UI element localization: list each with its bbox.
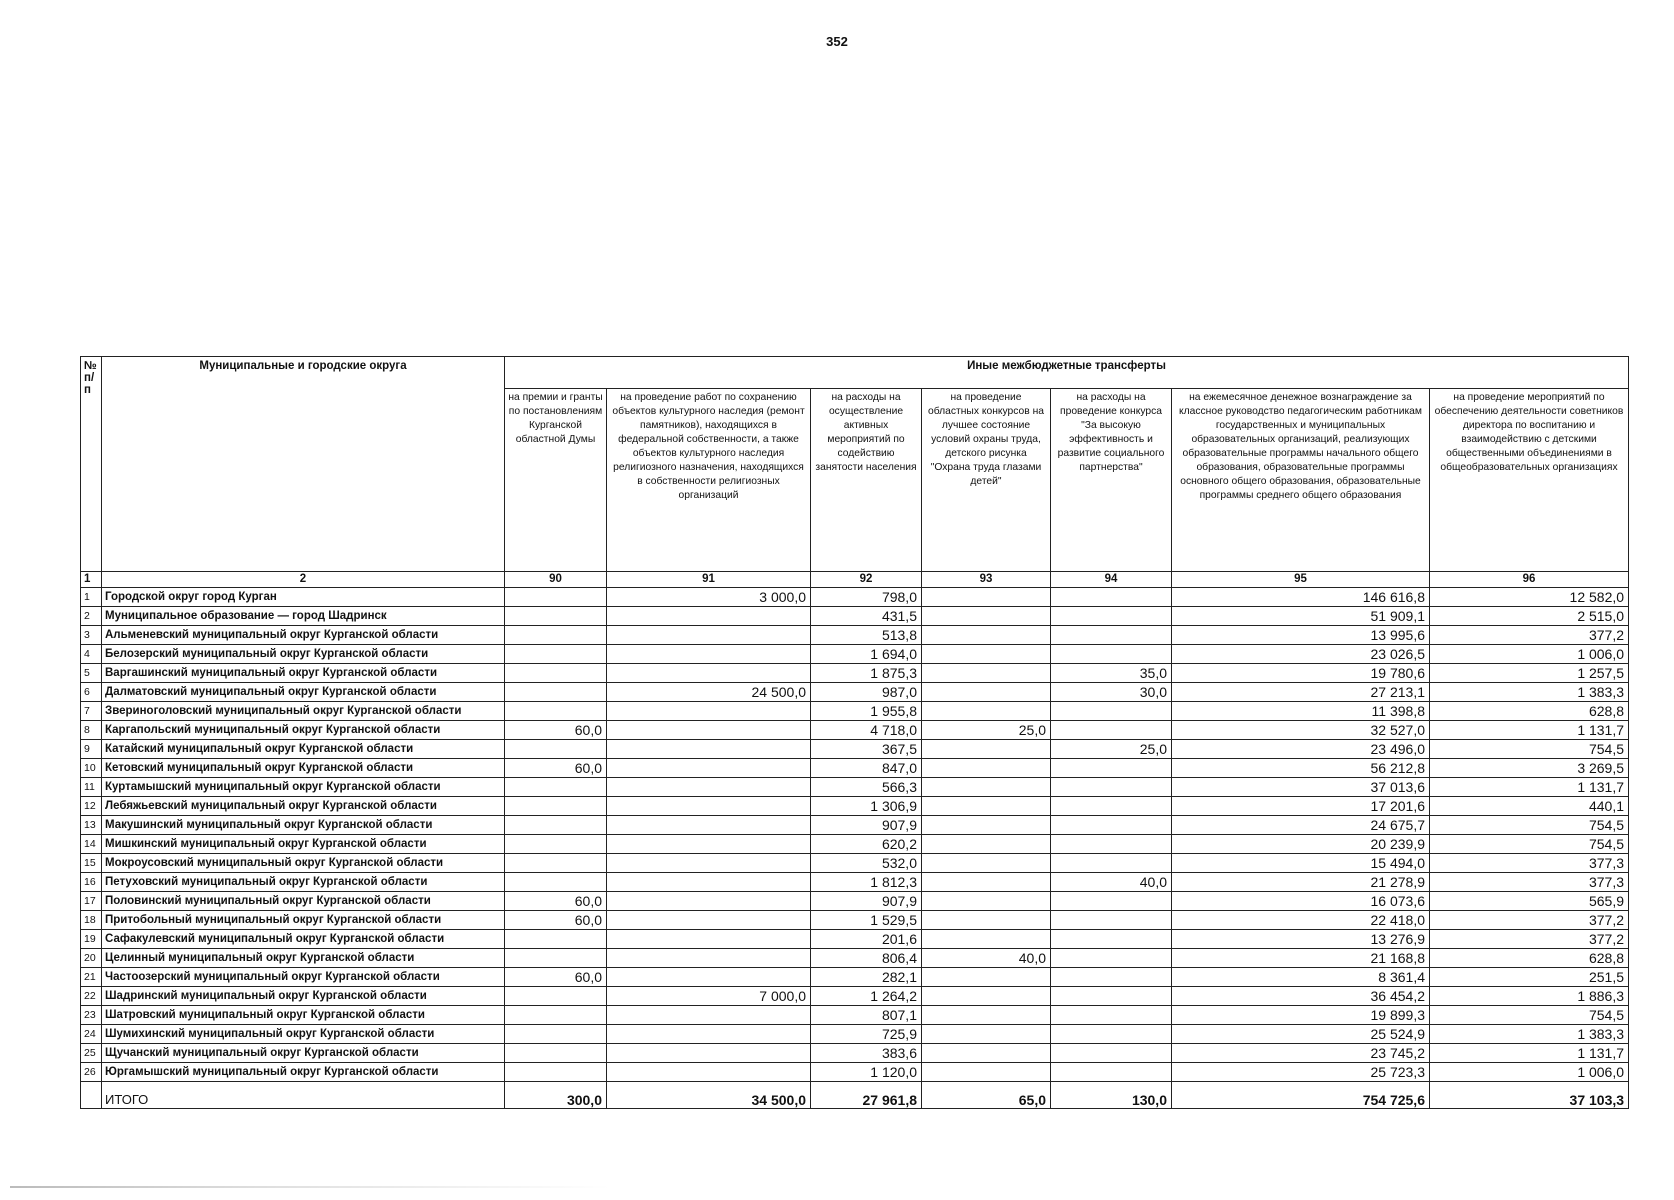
- value-cell-90: [505, 702, 607, 721]
- value-cell-94: [1051, 759, 1172, 778]
- district-name: Куртамышский муниципальный округ Курганской области: [102, 778, 505, 797]
- value-cell-93: [922, 968, 1051, 987]
- value-cell-93: [922, 911, 1051, 930]
- table-row: [81, 683, 1629, 702]
- value-cell-95: 56 212,8: [1172, 759, 1430, 778]
- value-cell-92: 807,1: [811, 1006, 922, 1025]
- table-row: [81, 949, 1629, 968]
- value-cell-90: [505, 930, 607, 949]
- table-row: [81, 873, 1629, 892]
- value-cell-95: 36 454,2: [1172, 987, 1430, 1006]
- row-number: 3: [81, 626, 102, 645]
- header-col-92: на расходы на осуществление активных мероприятий по содействию занятости населения: [811, 389, 922, 572]
- header-row-top: [81, 357, 1629, 389]
- value-cell-90: [505, 664, 607, 683]
- index-cell: 93: [922, 572, 1051, 588]
- value-cell-91: [607, 1025, 811, 1044]
- value-cell-92: 987,0: [811, 683, 922, 702]
- transfers-table: [80, 356, 1629, 1109]
- table-row: [81, 740, 1629, 759]
- value-cell-96: 3 269,5: [1430, 759, 1629, 778]
- index-cell: 91: [607, 572, 811, 588]
- total-cell-91: 34 500,0: [607, 1082, 811, 1109]
- value-cell-95: 27 213,1: [1172, 683, 1430, 702]
- index-cell: 1: [81, 572, 102, 588]
- value-cell-93: [922, 740, 1051, 759]
- value-cell-93: [922, 987, 1051, 1006]
- value-cell-95: 13 995,6: [1172, 626, 1430, 645]
- index-cell: 92: [811, 572, 922, 588]
- value-cell-94: [1051, 607, 1172, 626]
- value-cell-94: [1051, 930, 1172, 949]
- value-cell-90: [505, 626, 607, 645]
- value-cell-91: [607, 626, 811, 645]
- value-cell-96: 628,8: [1430, 702, 1629, 721]
- value-cell-90: [505, 588, 607, 607]
- district-name: Юргамышский муниципальный округ Курганской области: [102, 1063, 505, 1082]
- value-cell-94: [1051, 854, 1172, 873]
- value-cell-94: [1051, 778, 1172, 797]
- district-name: Шадринский муниципальный округ Курганской области: [102, 987, 505, 1006]
- total-label: ИТОГО: [102, 1082, 505, 1109]
- table-row: [81, 797, 1629, 816]
- value-cell-93: [922, 930, 1051, 949]
- value-cell-91: [607, 740, 811, 759]
- page-number: 352: [826, 34, 848, 49]
- total-cell-94: 130,0: [1051, 1082, 1172, 1109]
- row-number: 12: [81, 797, 102, 816]
- value-cell-91: [607, 702, 811, 721]
- value-cell-92: 1 306,9: [811, 797, 922, 816]
- value-cell-94: [1051, 1063, 1172, 1082]
- value-cell-96: 628,8: [1430, 949, 1629, 968]
- value-cell-96: 1 257,5: [1430, 664, 1629, 683]
- value-cell-91: [607, 816, 811, 835]
- row-number: 8: [81, 721, 102, 740]
- value-cell-90: [505, 645, 607, 664]
- value-cell-90: [505, 740, 607, 759]
- district-name: Целинный муниципальный округ Курганской области: [102, 949, 505, 968]
- district-name: Кетовский муниципальный округ Курганской области: [102, 759, 505, 778]
- table-row: [81, 816, 1629, 835]
- value-cell-90: [505, 607, 607, 626]
- row-number: 11: [81, 778, 102, 797]
- district-name: Частоозерский муниципальный округ Курганской области: [102, 968, 505, 987]
- value-cell-92: 431,5: [811, 607, 922, 626]
- value-cell-91: [607, 968, 811, 987]
- value-cell-91: [607, 911, 811, 930]
- value-cell-95: 23 026,5: [1172, 645, 1430, 664]
- value-cell-93: 40,0: [922, 949, 1051, 968]
- total-cell-95: 754 725,6: [1172, 1082, 1430, 1109]
- row-number: 19: [81, 930, 102, 949]
- value-cell-95: 25 524,9: [1172, 1025, 1430, 1044]
- index-cell: 94: [1051, 572, 1172, 588]
- value-cell-94: 30,0: [1051, 683, 1172, 702]
- value-cell-96: 565,9: [1430, 892, 1629, 911]
- value-cell-92: 201,6: [811, 930, 922, 949]
- value-cell-93: [922, 1006, 1051, 1025]
- row-number: 15: [81, 854, 102, 873]
- value-cell-90: [505, 835, 607, 854]
- value-cell-90: [505, 1044, 607, 1063]
- value-cell-94: [1051, 626, 1172, 645]
- value-cell-93: [922, 759, 1051, 778]
- value-cell-91: [607, 930, 811, 949]
- value-cell-95: 13 276,9: [1172, 930, 1430, 949]
- value-cell-92: 907,9: [811, 892, 922, 911]
- value-cell-94: [1051, 1025, 1172, 1044]
- header-col-91: на проведение работ по сохранению объектов культурного наследия (ремонт памятников), находящихся в федеральной собственности, а также объектов культурного наследия религиозного назначения, находящихся в собственности религиозных организаций: [607, 389, 811, 572]
- table-row: [81, 759, 1629, 778]
- value-cell-92: 1 264,2: [811, 987, 922, 1006]
- table-row: [81, 645, 1629, 664]
- value-cell-92: 1 120,0: [811, 1063, 922, 1082]
- district-name: Муниципальное образование — город Шадринск: [102, 607, 505, 626]
- header-col-96: на проведение мероприятий по обеспечению деятельности советников директора по воспитанию и взаимодействию с детскими общественными объединениями в общеобразовательных организациях: [1430, 389, 1629, 572]
- district-name: Макушинский муниципальный округ Курганской области: [102, 816, 505, 835]
- header-col-95: на ежемесячное денежное вознаграждение за классное руководство педагогическим работникам государственных и муниципальных образовательных организаций, реализующих образовательные программы начального общего образования, образовательные программы основного общего образования, образовательные программы среднего общего образования: [1172, 389, 1430, 572]
- value-cell-95: 16 073,6: [1172, 892, 1430, 911]
- table-row: [81, 607, 1629, 626]
- value-cell-91: [607, 873, 811, 892]
- value-cell-91: [607, 759, 811, 778]
- index-cell: 95: [1172, 572, 1430, 588]
- header-num: № п/п: [81, 357, 102, 572]
- district-name: Притобольный муниципальный округ Курганской области: [102, 911, 505, 930]
- value-cell-91: [607, 949, 811, 968]
- row-number: 10: [81, 759, 102, 778]
- total-cell-93: 65,0: [922, 1082, 1051, 1109]
- value-cell-92: 725,9: [811, 1025, 922, 1044]
- value-cell-95: 20 239,9: [1172, 835, 1430, 854]
- district-name: Петуховский муниципальный округ Курганской области: [102, 873, 505, 892]
- district-name: Половинский муниципальный округ Курганской области: [102, 892, 505, 911]
- district-name: Городской округ город Курган: [102, 588, 505, 607]
- district-name: Сафакулевский муниципальный округ Курганской области: [102, 930, 505, 949]
- value-cell-93: [922, 854, 1051, 873]
- value-cell-92: 367,5: [811, 740, 922, 759]
- value-cell-94: [1051, 721, 1172, 740]
- value-cell-90: [505, 873, 607, 892]
- value-cell-91: [607, 1044, 811, 1063]
- value-cell-96: 1 131,7: [1430, 778, 1629, 797]
- value-cell-93: [922, 607, 1051, 626]
- value-cell-92: 532,0: [811, 854, 922, 873]
- header-name: Муниципальные и городские округа: [102, 357, 505, 572]
- value-cell-92: 513,8: [811, 626, 922, 645]
- row-number: 23: [81, 1006, 102, 1025]
- value-cell-95: 24 675,7: [1172, 816, 1430, 835]
- value-cell-94: [1051, 835, 1172, 854]
- row-number: 2: [81, 607, 102, 626]
- value-cell-94: [1051, 702, 1172, 721]
- value-cell-96: 754,5: [1430, 1006, 1629, 1025]
- value-cell-94: [1051, 797, 1172, 816]
- value-cell-93: [922, 1025, 1051, 1044]
- value-cell-94: [1051, 645, 1172, 664]
- value-cell-91: 7 000,0: [607, 987, 811, 1006]
- row-number: 21: [81, 968, 102, 987]
- value-cell-92: 282,1: [811, 968, 922, 987]
- value-cell-91: 24 500,0: [607, 683, 811, 702]
- table-row: [81, 1025, 1629, 1044]
- value-cell-91: 3 000,0: [607, 588, 811, 607]
- value-cell-93: [922, 873, 1051, 892]
- table-row: [81, 588, 1629, 607]
- value-cell-94: 40,0: [1051, 873, 1172, 892]
- value-cell-96: 377,2: [1430, 911, 1629, 930]
- value-cell-91: [607, 778, 811, 797]
- value-cell-95: 11 398,8: [1172, 702, 1430, 721]
- value-cell-93: [922, 778, 1051, 797]
- district-name: Мишкинский муниципальный округ Курганской области: [102, 835, 505, 854]
- district-name: Шумихинский муниципальный округ Курганской области: [102, 1025, 505, 1044]
- value-cell-96: 754,5: [1430, 740, 1629, 759]
- row-number: 6: [81, 683, 102, 702]
- value-cell-96: 1 006,0: [1430, 1063, 1629, 1082]
- row-number: 17: [81, 892, 102, 911]
- header-index-row: [81, 572, 1629, 588]
- row-number: 26: [81, 1063, 102, 1082]
- value-cell-92: 566,3: [811, 778, 922, 797]
- scan-artifact: [10, 1186, 610, 1188]
- value-cell-93: [922, 626, 1051, 645]
- value-cell-93: [922, 835, 1051, 854]
- value-cell-92: 4 718,0: [811, 721, 922, 740]
- district-name: Щучанский муниципальный округ Курганской области: [102, 1044, 505, 1063]
- value-cell-93: [922, 1063, 1051, 1082]
- value-cell-95: 37 013,6: [1172, 778, 1430, 797]
- row-number: 22: [81, 987, 102, 1006]
- index-cell: 96: [1430, 572, 1629, 588]
- row-number: 18: [81, 911, 102, 930]
- district-name: Далматовский муниципальный округ Курганской области: [102, 683, 505, 702]
- value-cell-93: [922, 645, 1051, 664]
- total-number: [81, 1082, 102, 1109]
- district-name: Каргапольский муниципальный округ Курганской области: [102, 721, 505, 740]
- total-row: [81, 1082, 1629, 1109]
- value-cell-93: 25,0: [922, 721, 1051, 740]
- table-row: [81, 702, 1629, 721]
- value-cell-95: 146 616,8: [1172, 588, 1430, 607]
- value-cell-92: 1 875,3: [811, 664, 922, 683]
- value-cell-90: [505, 1025, 607, 1044]
- value-cell-90: [505, 683, 607, 702]
- table-row: [81, 1063, 1629, 1082]
- value-cell-92: 1 529,5: [811, 911, 922, 930]
- value-cell-96: 1 006,0: [1430, 645, 1629, 664]
- value-cell-90: [505, 949, 607, 968]
- value-cell-94: [1051, 987, 1172, 1006]
- value-cell-91: [607, 1063, 811, 1082]
- value-cell-94: [1051, 968, 1172, 987]
- district-name: Мокроусовский муниципальный округ Курганской области: [102, 854, 505, 873]
- value-cell-91: [607, 607, 811, 626]
- value-cell-94: [1051, 1044, 1172, 1063]
- value-cell-92: 847,0: [811, 759, 922, 778]
- value-cell-94: [1051, 892, 1172, 911]
- value-cell-92: 798,0: [811, 588, 922, 607]
- table-row: [81, 721, 1629, 740]
- value-cell-96: 377,2: [1430, 930, 1629, 949]
- value-cell-90: 60,0: [505, 759, 607, 778]
- value-cell-92: 907,9: [811, 816, 922, 835]
- value-cell-92: 1 812,3: [811, 873, 922, 892]
- value-cell-96: 377,3: [1430, 854, 1629, 873]
- table-row: [81, 930, 1629, 949]
- value-cell-90: [505, 778, 607, 797]
- value-cell-95: 25 723,3: [1172, 1063, 1430, 1082]
- table-row: [81, 987, 1629, 1006]
- header-group: Иные межбюджетные трансферты: [505, 357, 1629, 389]
- table-body: [81, 588, 1629, 1109]
- value-cell-96: 1 383,3: [1430, 1025, 1629, 1044]
- value-cell-90: 60,0: [505, 911, 607, 930]
- row-number: 14: [81, 835, 102, 854]
- value-cell-96: 1 886,3: [1430, 987, 1629, 1006]
- value-cell-90: 60,0: [505, 968, 607, 987]
- value-cell-96: 1 131,7: [1430, 1044, 1629, 1063]
- value-cell-90: 60,0: [505, 721, 607, 740]
- value-cell-90: [505, 816, 607, 835]
- table-row: [81, 968, 1629, 987]
- value-cell-94: 25,0: [1051, 740, 1172, 759]
- value-cell-91: [607, 892, 811, 911]
- district-name: Белозерский муниципальный округ Курганской области: [102, 645, 505, 664]
- value-cell-92: 1 694,0: [811, 645, 922, 664]
- value-cell-96: 754,5: [1430, 835, 1629, 854]
- value-cell-93: [922, 588, 1051, 607]
- value-cell-90: [505, 797, 607, 816]
- value-cell-94: [1051, 816, 1172, 835]
- value-cell-94: 35,0: [1051, 664, 1172, 683]
- district-name: Шатровский муниципальный округ Курганской области: [102, 1006, 505, 1025]
- value-cell-96: 251,5: [1430, 968, 1629, 987]
- total-cell-96: 37 103,3: [1430, 1082, 1629, 1109]
- value-cell-96: 2 515,0: [1430, 607, 1629, 626]
- value-cell-92: 1 955,8: [811, 702, 922, 721]
- row-number: 1: [81, 588, 102, 607]
- header-col-90: на премии и гранты по постановлениям Курганской областной Думы: [505, 389, 607, 572]
- value-cell-90: 60,0: [505, 892, 607, 911]
- value-cell-96: 377,3: [1430, 873, 1629, 892]
- value-cell-91: [607, 835, 811, 854]
- value-cell-95: 19 780,6: [1172, 664, 1430, 683]
- value-cell-96: 1 383,3: [1430, 683, 1629, 702]
- total-cell-92: 27 961,8: [811, 1082, 922, 1109]
- table-row: [81, 854, 1629, 873]
- table-row: [81, 664, 1629, 683]
- district-name: Варгашинский муниципальный округ Курганской области: [102, 664, 505, 683]
- value-cell-95: 17 201,6: [1172, 797, 1430, 816]
- table-row: [81, 911, 1629, 930]
- value-cell-91: [607, 645, 811, 664]
- value-cell-94: [1051, 911, 1172, 930]
- value-cell-91: [607, 664, 811, 683]
- value-cell-93: [922, 683, 1051, 702]
- value-cell-91: [607, 721, 811, 740]
- value-cell-94: [1051, 949, 1172, 968]
- value-cell-90: [505, 1006, 607, 1025]
- table-row: [81, 626, 1629, 645]
- row-number: 13: [81, 816, 102, 835]
- value-cell-95: 23 745,2: [1172, 1044, 1430, 1063]
- value-cell-95: 21 278,9: [1172, 873, 1430, 892]
- row-number: 20: [81, 949, 102, 968]
- row-number: 4: [81, 645, 102, 664]
- row-number: 24: [81, 1025, 102, 1044]
- value-cell-92: 806,4: [811, 949, 922, 968]
- value-cell-96: 377,2: [1430, 626, 1629, 645]
- district-name: Катайский муниципальный округ Курганской области: [102, 740, 505, 759]
- value-cell-95: 21 168,8: [1172, 949, 1430, 968]
- value-cell-95: 51 909,1: [1172, 607, 1430, 626]
- value-cell-95: 15 494,0: [1172, 854, 1430, 873]
- table-row: [81, 835, 1629, 854]
- index-cell: 90: [505, 572, 607, 588]
- value-cell-93: [922, 816, 1051, 835]
- value-cell-91: [607, 854, 811, 873]
- table-row: [81, 1044, 1629, 1063]
- value-cell-93: [922, 664, 1051, 683]
- row-number: 25: [81, 1044, 102, 1063]
- value-cell-90: [505, 1063, 607, 1082]
- value-cell-90: [505, 854, 607, 873]
- row-number: 7: [81, 702, 102, 721]
- value-cell-92: 620,2: [811, 835, 922, 854]
- row-number: 5: [81, 664, 102, 683]
- value-cell-95: 32 527,0: [1172, 721, 1430, 740]
- value-cell-96: 1 131,7: [1430, 721, 1629, 740]
- value-cell-91: [607, 797, 811, 816]
- district-name: Лебяжьевский муниципальный округ Курганской области: [102, 797, 505, 816]
- row-number: 9: [81, 740, 102, 759]
- value-cell-92: 383,6: [811, 1044, 922, 1063]
- district-name: Звериноголовский муниципальный округ Курганской области: [102, 702, 505, 721]
- index-cell: 2: [102, 572, 505, 588]
- header-col-94: на расходы на проведение конкурса "За высокую эффективность и развитие социального партнерства": [1051, 389, 1172, 572]
- value-cell-90: [505, 987, 607, 1006]
- total-cell-90: 300,0: [505, 1082, 607, 1109]
- value-cell-91: [607, 1006, 811, 1025]
- value-cell-95: 23 496,0: [1172, 740, 1430, 759]
- header-col-93: на проведение областных конкурсов на лучшее состояние условий охраны труда, детского рисунка "Охрана труда глазами детей": [922, 389, 1051, 572]
- value-cell-95: 8 361,4: [1172, 968, 1430, 987]
- value-cell-94: [1051, 588, 1172, 607]
- district-name: Альменевский муниципальный округ Курганской области: [102, 626, 505, 645]
- table-row: [81, 892, 1629, 911]
- value-cell-93: [922, 892, 1051, 911]
- value-cell-95: 19 899,3: [1172, 1006, 1430, 1025]
- value-cell-93: [922, 702, 1051, 721]
- value-cell-93: [922, 797, 1051, 816]
- table-row: [81, 1006, 1629, 1025]
- table-row: [81, 778, 1629, 797]
- value-cell-96: 754,5: [1430, 816, 1629, 835]
- value-cell-93: [922, 1044, 1051, 1063]
- value-cell-96: 12 582,0: [1430, 588, 1629, 607]
- value-cell-96: 440,1: [1430, 797, 1629, 816]
- value-cell-94: [1051, 1006, 1172, 1025]
- value-cell-95: 22 418,0: [1172, 911, 1430, 930]
- row-number: 16: [81, 873, 102, 892]
